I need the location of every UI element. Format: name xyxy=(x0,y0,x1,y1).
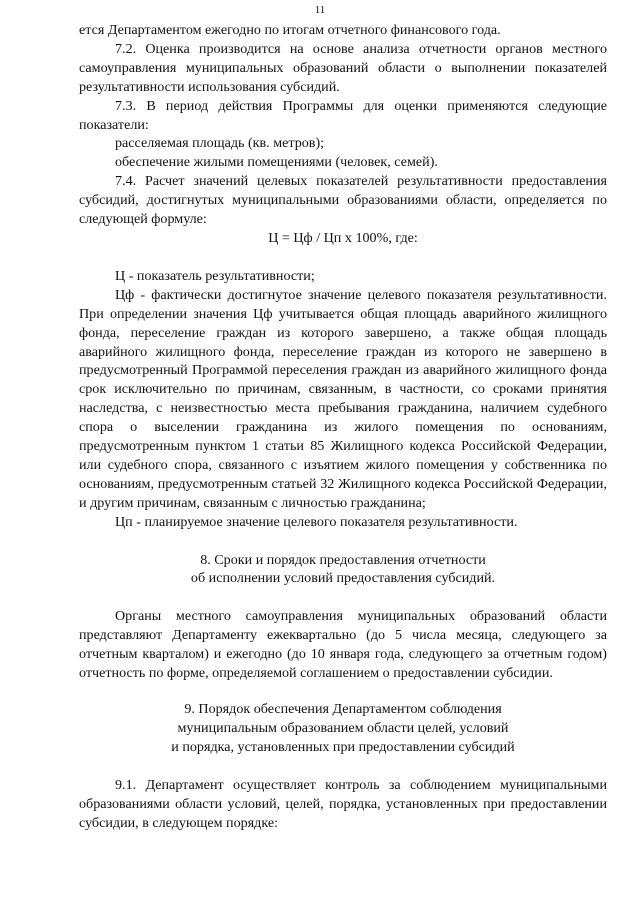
spacer xyxy=(79,248,607,267)
formula: Ц = Цф / Цп х 100%, где: xyxy=(268,229,418,246)
heading-line: 9. Порядок обеспечения Департаментом соблюдения xyxy=(184,701,502,717)
heading-line: и порядка, установленных при предоставлении субсидий xyxy=(171,738,515,755)
list-item: обеспечение жилыми помещениями (человек, семей). xyxy=(115,154,438,171)
section-9-heading xyxy=(79,700,607,757)
paragraph: 7.4. Расчет значений целевых показателей результативности предоставления субсидий, достигнутых муниципальными образованиями области, определяется по следующей формуле: xyxy=(79,173,607,228)
paragraph: Органы местного самоуправления муниципальных образований области представляют Департаменту ежеквартально (до 5 числа месяца, следующего за отчетным кварталом) и ежегодно (до 10 января года, следующего за отчетным годом) отчетность по форме, определяемой соглашением о предоставлении субсидии. xyxy=(79,608,607,682)
heading-line: 8. Сроки и порядок предоставления отчетности xyxy=(200,551,486,568)
definition: Цп - планируемое значение целевого показателя результативности. xyxy=(115,513,518,530)
paragraph: ется Департаментом ежегодно по итогам отчетного финансового года. xyxy=(79,22,501,38)
heading-line: об исполнении условий предоставления субсидий. xyxy=(190,570,496,587)
spacer xyxy=(79,757,607,776)
spacer xyxy=(79,588,607,607)
paragraph: 9.1. Департамент осуществляет контроль за соблюдением муниципальными образованиями области условий, целей, порядка, установленных при предоставлении субсидии, в следующем порядке: xyxy=(79,776,607,831)
spacer xyxy=(79,532,607,551)
paragraph: 7.2. Оценка производится на основе анализа отчетности органов местного самоуправления муниципальных образований области о выполнении показателей результативности использования субсидий. xyxy=(79,40,607,95)
page-number: 11 xyxy=(314,4,326,16)
page-body xyxy=(79,21,607,832)
paragraph: 7.3. В период действия Программы для оценки применяются следующие показатели: xyxy=(79,97,607,133)
list-item: расселяемая площадь (кв. метров); xyxy=(115,135,325,152)
definition: Ц - показатель результативности; xyxy=(115,267,315,284)
definition: Цф - фактически достигнутое значение целевого показателя результативности. При определении значения Цф учитывается общая площадь аварийного жилищного фонда, переселение граждан из которого завершено, а также общая площадь аварийного жилищного фонда, переселение граждан из которого не завершено в предусмотренный Программой переселения граждан из аварийного жилищного фонда срок исключительно по причинам, связанным, в частности, со сроками принятия наследства, с неизвестностью места пребывания гражданина, наличием судебного спора о выселении гражданина из жилого помещения по основаниям, предусмотренным пунктом 1 статьи 85 Жилищного кодекса Российской Федерации, или судебного спора, связанного с изъятием жилого помещения у собственника по основаниям, предусмотренным статьей 32 Жилищного кодекса Российской Федерации, и другим причинам, связанным с личностью гражданина; xyxy=(79,286,607,511)
heading-line: муниципальным образованием области целей, условий xyxy=(177,719,509,736)
section-8-heading xyxy=(79,551,607,589)
spacer xyxy=(79,683,607,700)
